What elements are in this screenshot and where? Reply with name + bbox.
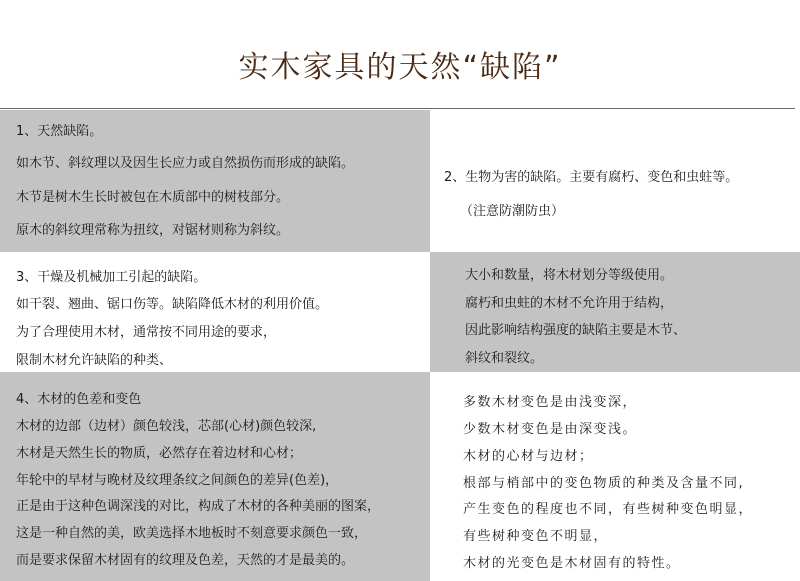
section-text-line: 2、生物为害的缺陷。主要有腐朽、变色和虫蛀等。 xyxy=(444,170,739,185)
section-natural-defects xyxy=(0,110,430,252)
section-text-line: 这是一种自然的美，欧美选择木地板时不刻意要求颜色一致， xyxy=(16,526,368,541)
section-text-line: 如干裂、翘曲、锯口伤等。缺陷降低木材的利用价值。 xyxy=(16,297,329,312)
section-text-line: 多数木材变色是由浅变深， xyxy=(463,395,638,410)
section-text-line: 年轮中的早材与晚材及纹理条纹之间颜色的差异(色差)， xyxy=(16,473,339,488)
section-text-line: 大小和数量，将木材划分等级使用。 xyxy=(465,268,674,283)
section-text-line: 木材的光变色是木材固有的特性。 xyxy=(463,556,681,571)
section-text-line: 木节是树木生长时被包在木质部中的树枝部分。 xyxy=(16,190,290,205)
section-text-line: 1、天然缺陷。 xyxy=(16,124,103,139)
section-text-line: 腐朽和虫蛀的木材不允许用于结构， xyxy=(465,296,674,311)
section-drying-machining-defects xyxy=(0,252,430,372)
section-text-line: 根部与梢部中的变色物质的种类及含量不同, xyxy=(463,476,745,491)
title-divider xyxy=(0,108,795,109)
section-text-line: 原木的斜纹理常称为扭纹，对锯材则称为斜纹。 xyxy=(16,223,290,238)
section-text-line: 而是要求保留木材固有的纹理及色差，天然的才是最美的。 xyxy=(16,553,355,568)
section-text-line: 因此影响结构强度的缺陷主要是木节、 xyxy=(465,323,687,338)
section-text-line: 木材的边部（边材）颜色较浅，芯部(心材)颜色较深, xyxy=(16,419,317,434)
section-text-line: 斜纹和裂纹。 xyxy=(465,351,544,366)
section-text-line: 4、木材的色差和变色 xyxy=(16,392,142,407)
section-color-difference xyxy=(0,372,430,581)
section-text-line: 限制木材允许缺陷的种类、 xyxy=(16,353,173,368)
section-text-line: 3、干燥及机械加工引起的缺陷。 xyxy=(16,270,207,285)
section-text-line: 正是由于这种色调深浅的对比，构成了木材的各种美丽的图案， xyxy=(16,499,381,514)
section-grading-continuation xyxy=(430,252,800,372)
section-discoloration xyxy=(430,372,800,581)
section-text-line: 有些树种变色不明显， xyxy=(463,529,609,544)
section-text-line: 产生变色的程度也不同，有些树种变色明显， xyxy=(463,502,754,517)
section-biological-defects xyxy=(430,110,800,252)
section-text-line: 如木节、斜纹理以及因生长应力或自然损伤而形成的缺陷。 xyxy=(16,156,355,171)
section-text-line: （注意防潮防虫） xyxy=(460,204,565,219)
section-text-line: 木材是天然生长的物质，必然存在着边材和心材； xyxy=(16,446,303,461)
section-text-line: 木材的心材与边材； xyxy=(463,449,594,464)
page-title: 实木家具的天然“缺陷” xyxy=(238,50,562,85)
section-text-line: 为了合理使用木材，通常按不同用途的要求， xyxy=(16,325,277,340)
section-text-line: 少数木材变色是由深变浅。 xyxy=(463,422,638,437)
